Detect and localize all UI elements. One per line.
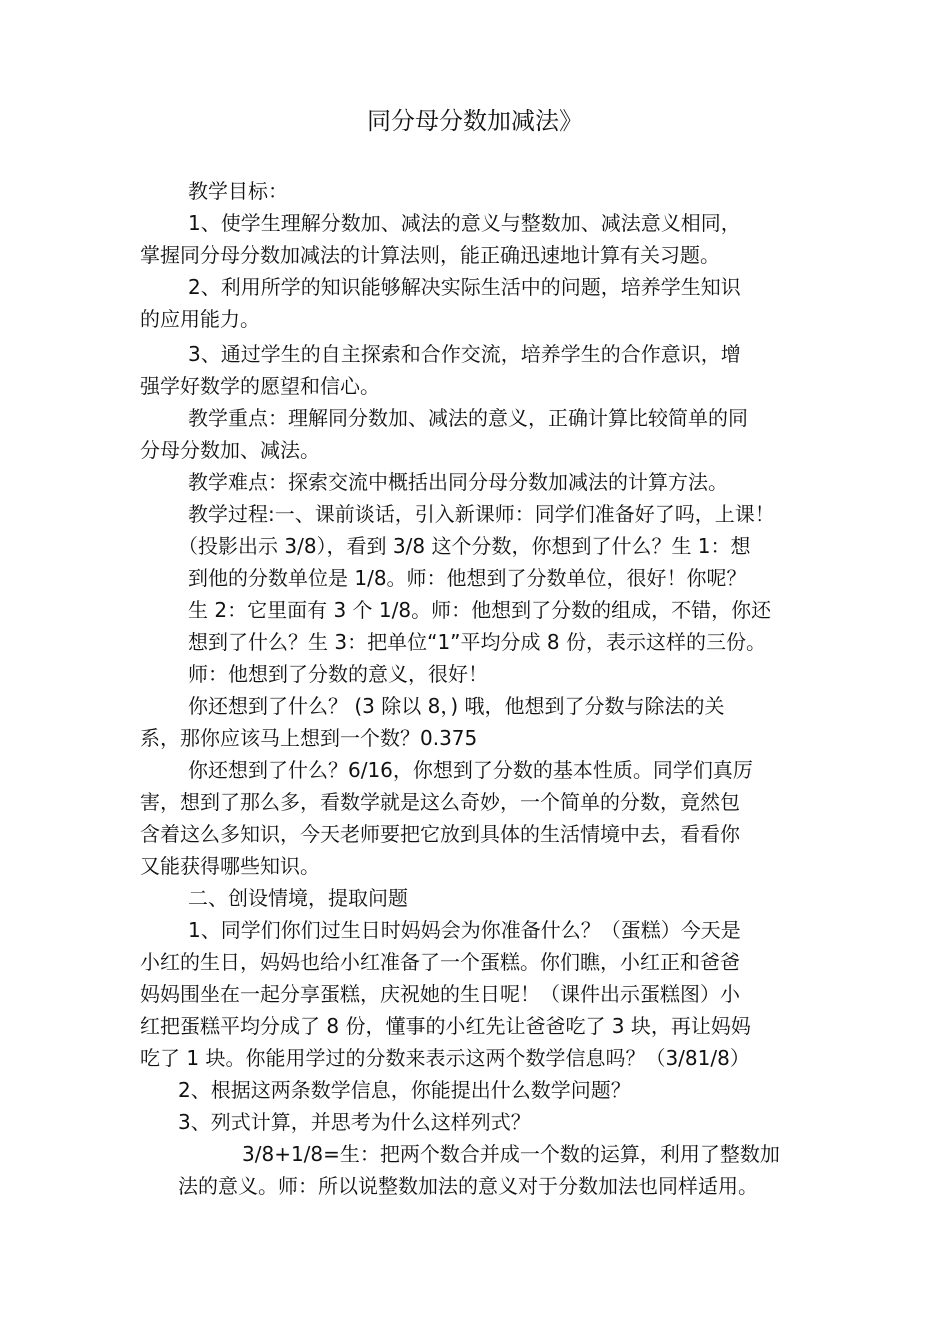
document-title: 同分母分数加减法》 (367, 107, 583, 135)
text-line: 2、利用所学的知识能够解决实际生活中的问题，培养学生知识 (188, 275, 741, 299)
text-line: 掌握同分母分数加减法的计算法则，能正确迅速地计算有关习题。 (140, 243, 720, 267)
text-line: 你还想到了什么？ (3 除以 8，) 哦，他想到了分数与除法的关 (188, 694, 725, 718)
text-line: 3、通过学生的自主探索和合作交流，培养学生的合作意识，增 (188, 342, 741, 366)
text-line: 红把蛋糕平均分成了 8 份，懂事的小红先让爸爸吃了 3 块，再让妈妈 (140, 1014, 751, 1038)
text-line: 强学好数学的愿望和信心。 (140, 374, 380, 398)
text-line: 教学重点：理解同分数加、减法的意义，正确计算比较简单的同 (188, 406, 748, 430)
text-line: 小红的生日，妈妈也给小红准备了一个蛋糕。你们瞧，小红正和爸爸 (140, 950, 740, 974)
text-line: 害，想到了那么多，看数学就是这么奇妙，一个简单的分数，竟然包 (140, 790, 740, 814)
text-line: 又能获得哪些知识。 (140, 854, 320, 878)
text-line: 生 2：它里面有 3 个 1/8。师：他想到了分数的组成，不错，你还 (188, 598, 772, 622)
text-line: 分母分数加、减法。 (140, 438, 320, 462)
text-line: 到他的分数单位是 1/8。师：他想到了分数单位，很好！你呢？ (188, 566, 747, 590)
text-line: 3/8+1/8=生：把两个数合并成一个数的运算，利用了整数加 (242, 1142, 780, 1166)
text-line: 含着这么多知识，今天老师要把它放到具体的生活情境中去，看看你 (140, 822, 740, 846)
text-line: 你还想到了什么？6/16，你想到了分数的基本性质。同学们真厉 (188, 758, 753, 782)
text-line: 教学过程:一、课前谈话，引入新课师：同学们准备好了吗，上课！ (188, 502, 775, 526)
text-line: 吃了 1 块。你能用学过的分数来表示这两个数学信息吗？（3/81/8） (140, 1046, 750, 1070)
text-line: 师：他想到了分数的意义，很好！ (188, 662, 488, 686)
text-line: 的应用能力。 (140, 307, 260, 331)
text-line: （投影出示 3/8），看到 3/8 这个分数，你想到了什么？生 1：想 (178, 534, 751, 558)
text-line: 想到了什么？生 3：把单位“1”平均分成 8 份，表示这样的三份。 (188, 630, 766, 654)
text-line: 教学难点：探索交流中概括出同分母分数加减法的计算方法。 (188, 470, 728, 494)
text-line: 3、列式计算，并思考为什么这样列式？ (178, 1110, 531, 1134)
text-line: 2、根据这两条数学信息，你能提出什么数学问题？ (178, 1078, 631, 1102)
section-heading: 二、创设情境，提取问题 (188, 886, 408, 910)
text-line: 1、使学生理解分数加、减法的意义与整数加、减法意义相同， (188, 211, 741, 235)
text-line: 1、同学们你们过生日时妈妈会为你准备什么？（蛋糕）今天是 (188, 918, 741, 942)
text-line: 妈妈围坐在一起分享蛋糕，庆祝她的生日呢！（课件出示蛋糕图）小 (140, 982, 740, 1006)
text-line: 系，那你应该马上想到一个数？0.375 (140, 726, 478, 750)
text-line: 法的意义。师：所以说整数加法的意义对于分数加法也同样适用。 (178, 1174, 758, 1198)
text-line: 教学目标： (188, 179, 288, 203)
